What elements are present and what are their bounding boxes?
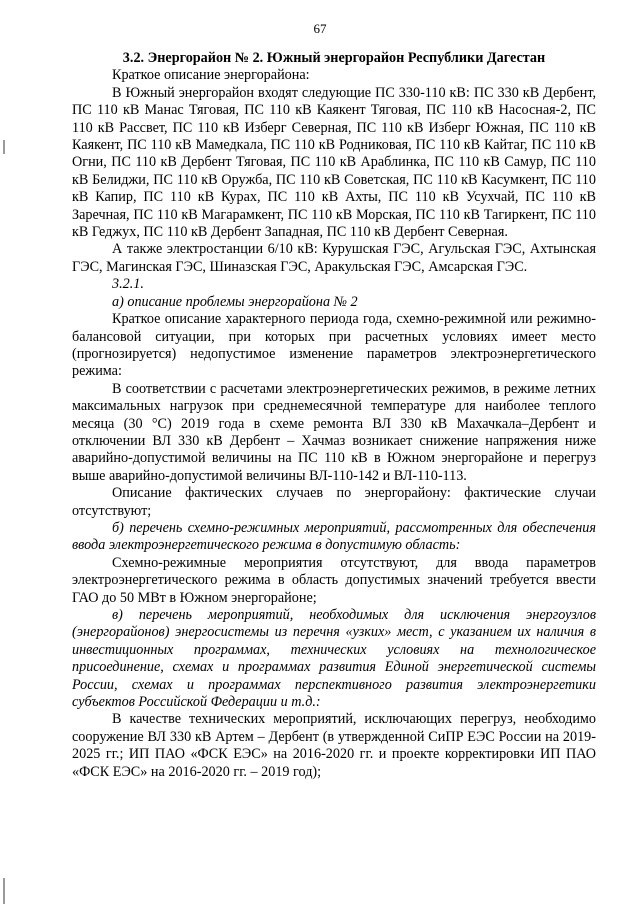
section-title: 3.2. Энергорайон № 2. Южный энергорайон Республики Дагестан xyxy=(122,50,546,66)
subsection-heading: б) перечень схемно-режимных мероприятий, рассмотренных для обеспечения ввода электроэнергетического режима в допустимую область: xyxy=(72,519,596,554)
paragraph: В соответствии с расчетами электроэнергетических режимов, в режиме летних максимальных нагрузок при среднемесячной температуре для наиболее теплого месяца (30 °С) 2019 года в схеме ремонта ВЛ 330 кВ Махачкала–Дербент и отключении ВЛ 330 кВ Дербент – Хачмаз возникает снижение напряжения ниже аварийно-допустимой величины на ПС 110 кВ в Южном энергорайоне и перегруз выше аварийно-допустимой величины ВЛ-110-142 и ВЛ-110-113. xyxy=(72,380,596,484)
paragraph: Краткое описание характерного периода года, схемно-режимной или режимно-балансовой ситуации, при которых при расчетных условиях имеет место (прогнозируется) недопустимое изменение параметров электроэнергетического режима: xyxy=(72,311,596,380)
page-number: 67 xyxy=(313,21,327,36)
paragraph: В Южный энергорайон входят следующие ПС 330-110 кВ: ПС 330 кВ Дербент, ПС 110 кВ Манас Тяговая, ПС 110 кВ Каякент Тяговая, ПС 110 кВ Насосная-2, ПС 110 кВ Рассвет, ПС 110 кВ Изберг Северная, ПС 110 кВ Изберг Южная, ПС 110 кВ Каякент, ПС 110 кВ Мамедкала, ПС 110 кВ Родниковая, ПС 110 кВ Кайтаг, ПС 110 кВ Огни, ПС 110 кВ Дербент Тяговая, ПС 110 кВ Араблинка, ПС 110 кВ Самур, ПС 110 кВ Белиджи, ПС 110 кВ Оружба, ПС 110 кВ Советская, ПС 110 кВ Касумкент, ПС 110 кВ Капир, ПС 110 кВ Курах, ПС 110 кВ Ахты, ПС 110 кВ Усухчай, ПС 110 кВ Заречная, ПС 110 кВ Магарамкент, ПС 110 кВ Морская, ПС 110 кВ Тагиркент, ПС 110 кВ Геджух, ПС 110 кВ Дербент Западная, ПС 110 кВ Дербент Северная. xyxy=(72,84,596,241)
paragraph: В качестве технических мероприятий, исключающих перегруз, необходимо сооружение ВЛ 330 кВ Артем – Дербент (в утвержденной СиПР ЕЭС России на 2019-2025 гг.; ИП ПАО «ФСК ЕЭС» на 2016-2020 гг. и проекте корректировки ИП ПАО «ФСК ЕЭС» на 2016-2020 гг. – 2019 год); xyxy=(72,711,596,780)
subsection-heading: в) перечень мероприятий, необходимых для исключения энергоузлов (энергорайонов) энергосистемы из перечня «узких» мест, с указанием их наличия в инвестиционных программах, технических условиях на технологическое присоединение, схемах и программах развития Единой энергетической системы России, схемах и программах перспективного развития электроэнергетики субъектов Российской Федерации и т.д.: xyxy=(72,607,596,711)
paragraph: Схемно-режимные мероприятия отсутствуют, для ввода параметров электроэнергетического режима в область допустимых значений требуется ввести ГАО до 50 МВт в Южном энергорайоне; xyxy=(72,554,596,606)
scan-artifact xyxy=(3,878,5,904)
scan-artifact xyxy=(3,140,5,154)
document-body xyxy=(72,50,596,781)
paragraph: Краткое описание энергорайона: xyxy=(112,67,310,84)
subsection-heading: а) описание проблемы энергорайона № 2 xyxy=(112,293,358,310)
paragraph: А также электростанции 6/10 кВ: Курушская ГЭС, Агульская ГЭС, Ахтынская ГЭС, Магинская ГЭС, Шиназская ГЭС, Аракульская ГЭС, Амсарская ГЭС. xyxy=(72,241,596,275)
subsection-number: 3.2.1. xyxy=(112,276,144,293)
paragraph: Описание фактических случаев по энергорайону: фактические случаи отсутствуют; xyxy=(72,485,596,519)
